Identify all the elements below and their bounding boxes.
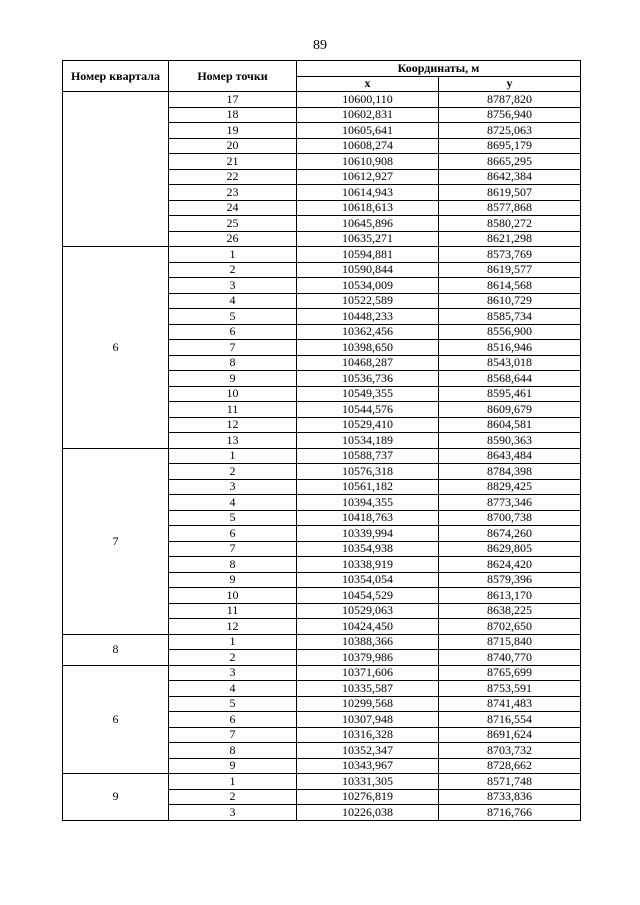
- point-number-cell: 21: [169, 154, 297, 170]
- point-number-cell: 7: [169, 727, 297, 743]
- point-number-cell: 3: [169, 805, 297, 821]
- header-y: y: [439, 76, 581, 92]
- point-number-cell: 9: [169, 758, 297, 774]
- y-coordinate-cell: 8703,732: [439, 743, 581, 759]
- y-coordinate-cell: 8579,396: [439, 572, 581, 588]
- point-number-cell: 22: [169, 169, 297, 185]
- x-coordinate-cell: 10645,896: [297, 216, 439, 232]
- y-coordinate-cell: 8613,170: [439, 588, 581, 604]
- y-coordinate-cell: 8765,699: [439, 665, 581, 681]
- x-coordinate-cell: 10522,589: [297, 293, 439, 309]
- point-number-cell: 6: [169, 712, 297, 728]
- y-coordinate-cell: 8568,644: [439, 371, 581, 387]
- point-number-cell: 5: [169, 510, 297, 526]
- x-coordinate-cell: 10331,305: [297, 774, 439, 790]
- y-coordinate-cell: 8784,398: [439, 464, 581, 480]
- y-coordinate-cell: 8716,766: [439, 805, 581, 821]
- x-coordinate-cell: 10335,587: [297, 681, 439, 697]
- point-number-cell: 5: [169, 309, 297, 325]
- x-coordinate-cell: 10605,641: [297, 123, 439, 139]
- y-coordinate-cell: 8829,425: [439, 479, 581, 495]
- x-coordinate-cell: 10343,967: [297, 758, 439, 774]
- point-number-cell: 2: [169, 464, 297, 480]
- point-number-cell: 3: [169, 479, 297, 495]
- x-coordinate-cell: 10448,233: [297, 309, 439, 325]
- point-number-cell: 1: [169, 634, 297, 650]
- header-coordinates: Координаты, м: [297, 61, 581, 77]
- x-coordinate-cell: 10610,908: [297, 154, 439, 170]
- point-number-cell: 1: [169, 774, 297, 790]
- y-coordinate-cell: 8700,738: [439, 510, 581, 526]
- y-coordinate-cell: 8665,295: [439, 154, 581, 170]
- point-number-cell: 10: [169, 386, 297, 402]
- point-number-cell: 2: [169, 789, 297, 805]
- point-number-cell: 25: [169, 216, 297, 232]
- point-number-cell: 1: [169, 448, 297, 464]
- point-number-cell: 6: [169, 526, 297, 542]
- x-coordinate-cell: 10454,529: [297, 588, 439, 604]
- point-number-cell: 7: [169, 340, 297, 356]
- y-coordinate-cell: 8580,272: [439, 216, 581, 232]
- y-coordinate-cell: 8753,591: [439, 681, 581, 697]
- table-row: [63, 634, 581, 650]
- point-number-cell: 19: [169, 123, 297, 139]
- point-number-cell: 4: [169, 293, 297, 309]
- quarter-number-cell: 6: [63, 665, 169, 774]
- x-coordinate-cell: 10534,189: [297, 433, 439, 449]
- x-coordinate-cell: 10549,355: [297, 386, 439, 402]
- point-number-cell: 5: [169, 696, 297, 712]
- quarter-number-cell: 6: [63, 247, 169, 449]
- table-header: [63, 61, 581, 92]
- header-point-number: Номер точки: [169, 61, 297, 92]
- y-coordinate-cell: 8577,868: [439, 200, 581, 216]
- x-coordinate-cell: 10316,328: [297, 727, 439, 743]
- table-body: [63, 92, 581, 821]
- x-coordinate-cell: 10529,410: [297, 417, 439, 433]
- y-coordinate-cell: 8715,840: [439, 634, 581, 650]
- point-number-cell: 3: [169, 278, 297, 294]
- x-coordinate-cell: 10614,943: [297, 185, 439, 201]
- x-coordinate-cell: 10561,182: [297, 479, 439, 495]
- x-coordinate-cell: 10424,450: [297, 619, 439, 635]
- x-coordinate-cell: 10529,063: [297, 603, 439, 619]
- y-coordinate-cell: 8614,568: [439, 278, 581, 294]
- x-coordinate-cell: 10299,568: [297, 696, 439, 712]
- y-coordinate-cell: 8728,662: [439, 758, 581, 774]
- point-number-cell: 18: [169, 107, 297, 123]
- x-coordinate-cell: 10338,919: [297, 557, 439, 573]
- page-number: 89: [313, 38, 327, 53]
- point-number-cell: 26: [169, 231, 297, 247]
- point-number-cell: 9: [169, 572, 297, 588]
- x-coordinate-cell: 10339,994: [297, 526, 439, 542]
- x-coordinate-cell: 10307,948: [297, 712, 439, 728]
- point-number-cell: 8: [169, 355, 297, 371]
- y-coordinate-cell: 8756,940: [439, 107, 581, 123]
- coordinates-table: [62, 60, 581, 821]
- point-number-cell: 17: [169, 92, 297, 108]
- y-coordinate-cell: 8674,260: [439, 526, 581, 542]
- x-coordinate-cell: 10418,763: [297, 510, 439, 526]
- y-coordinate-cell: 8716,554: [439, 712, 581, 728]
- x-coordinate-cell: 10388,366: [297, 634, 439, 650]
- header-x: x: [297, 76, 439, 92]
- y-coordinate-cell: 8624,420: [439, 557, 581, 573]
- x-coordinate-cell: 10394,355: [297, 495, 439, 511]
- x-coordinate-cell: 10352,347: [297, 743, 439, 759]
- y-coordinate-cell: 8695,179: [439, 138, 581, 154]
- point-number-cell: 8: [169, 557, 297, 573]
- y-coordinate-cell: 8702,650: [439, 619, 581, 635]
- x-coordinate-cell: 10602,831: [297, 107, 439, 123]
- quarter-number-cell: 8: [63, 634, 169, 665]
- point-number-cell: 12: [169, 619, 297, 635]
- y-coordinate-cell: 8629,805: [439, 541, 581, 557]
- point-number-cell: 11: [169, 402, 297, 418]
- table-row: [63, 247, 581, 263]
- y-coordinate-cell: 8590,363: [439, 433, 581, 449]
- x-coordinate-cell: 10618,613: [297, 200, 439, 216]
- quarter-number-cell: 7: [63, 448, 169, 634]
- point-number-cell: 24: [169, 200, 297, 216]
- y-coordinate-cell: 8619,577: [439, 262, 581, 278]
- y-coordinate-cell: 8741,483: [439, 696, 581, 712]
- point-number-cell: 3: [169, 665, 297, 681]
- table-row: [63, 774, 581, 790]
- table-row: [63, 92, 581, 108]
- x-coordinate-cell: 10226,038: [297, 805, 439, 821]
- point-number-cell: 9: [169, 371, 297, 387]
- point-number-cell: 2: [169, 262, 297, 278]
- x-coordinate-cell: 10398,650: [297, 340, 439, 356]
- x-coordinate-cell: 10594,881: [297, 247, 439, 263]
- y-coordinate-cell: 8643,484: [439, 448, 581, 464]
- y-coordinate-cell: 8619,507: [439, 185, 581, 201]
- table-row: [63, 448, 581, 464]
- point-number-cell: 23: [169, 185, 297, 201]
- x-coordinate-cell: 10544,576: [297, 402, 439, 418]
- y-coordinate-cell: 8691,624: [439, 727, 581, 743]
- point-number-cell: 10: [169, 588, 297, 604]
- x-coordinate-cell: 10635,271: [297, 231, 439, 247]
- point-number-cell: 20: [169, 138, 297, 154]
- x-coordinate-cell: 10536,736: [297, 371, 439, 387]
- y-coordinate-cell: 8725,063: [439, 123, 581, 139]
- y-coordinate-cell: 8604,581: [439, 417, 581, 433]
- x-coordinate-cell: 10534,009: [297, 278, 439, 294]
- y-coordinate-cell: 8571,748: [439, 774, 581, 790]
- point-number-cell: 4: [169, 495, 297, 511]
- point-number-cell: 12: [169, 417, 297, 433]
- x-coordinate-cell: 10590,844: [297, 262, 439, 278]
- x-coordinate-cell: 10576,318: [297, 464, 439, 480]
- y-coordinate-cell: 8740,770: [439, 650, 581, 666]
- y-coordinate-cell: 8621,298: [439, 231, 581, 247]
- y-coordinate-cell: 8642,384: [439, 169, 581, 185]
- y-coordinate-cell: 8787,820: [439, 92, 581, 108]
- y-coordinate-cell: 8638,225: [439, 603, 581, 619]
- x-coordinate-cell: 10362,456: [297, 324, 439, 340]
- point-number-cell: 11: [169, 603, 297, 619]
- point-number-cell: 6: [169, 324, 297, 340]
- point-number-cell: 13: [169, 433, 297, 449]
- point-number-cell: 2: [169, 650, 297, 666]
- y-coordinate-cell: 8595,461: [439, 386, 581, 402]
- y-coordinate-cell: 8773,346: [439, 495, 581, 511]
- x-coordinate-cell: 10379,986: [297, 650, 439, 666]
- x-coordinate-cell: 10354,054: [297, 572, 439, 588]
- point-number-cell: 1: [169, 247, 297, 263]
- y-coordinate-cell: 8610,729: [439, 293, 581, 309]
- x-coordinate-cell: 10608,274: [297, 138, 439, 154]
- y-coordinate-cell: 8585,734: [439, 309, 581, 325]
- x-coordinate-cell: 10588,737: [297, 448, 439, 464]
- quarter-number-cell: [63, 92, 169, 247]
- x-coordinate-cell: 10612,927: [297, 169, 439, 185]
- point-number-cell: 8: [169, 743, 297, 759]
- y-coordinate-cell: 8573,769: [439, 247, 581, 263]
- x-coordinate-cell: 10354,938: [297, 541, 439, 557]
- quarter-number-cell: 9: [63, 774, 169, 821]
- y-coordinate-cell: 8516,946: [439, 340, 581, 356]
- y-coordinate-cell: 8556,900: [439, 324, 581, 340]
- x-coordinate-cell: 10468,287: [297, 355, 439, 371]
- point-number-cell: 4: [169, 681, 297, 697]
- x-coordinate-cell: 10600,110: [297, 92, 439, 108]
- x-coordinate-cell: 10371,606: [297, 665, 439, 681]
- y-coordinate-cell: 8543,018: [439, 355, 581, 371]
- table-row: [63, 665, 581, 681]
- point-number-cell: 7: [169, 541, 297, 557]
- y-coordinate-cell: 8609,679: [439, 402, 581, 418]
- header-quarter-number: Номер квартала: [63, 61, 169, 92]
- x-coordinate-cell: 10276,819: [297, 789, 439, 805]
- y-coordinate-cell: 8733,836: [439, 789, 581, 805]
